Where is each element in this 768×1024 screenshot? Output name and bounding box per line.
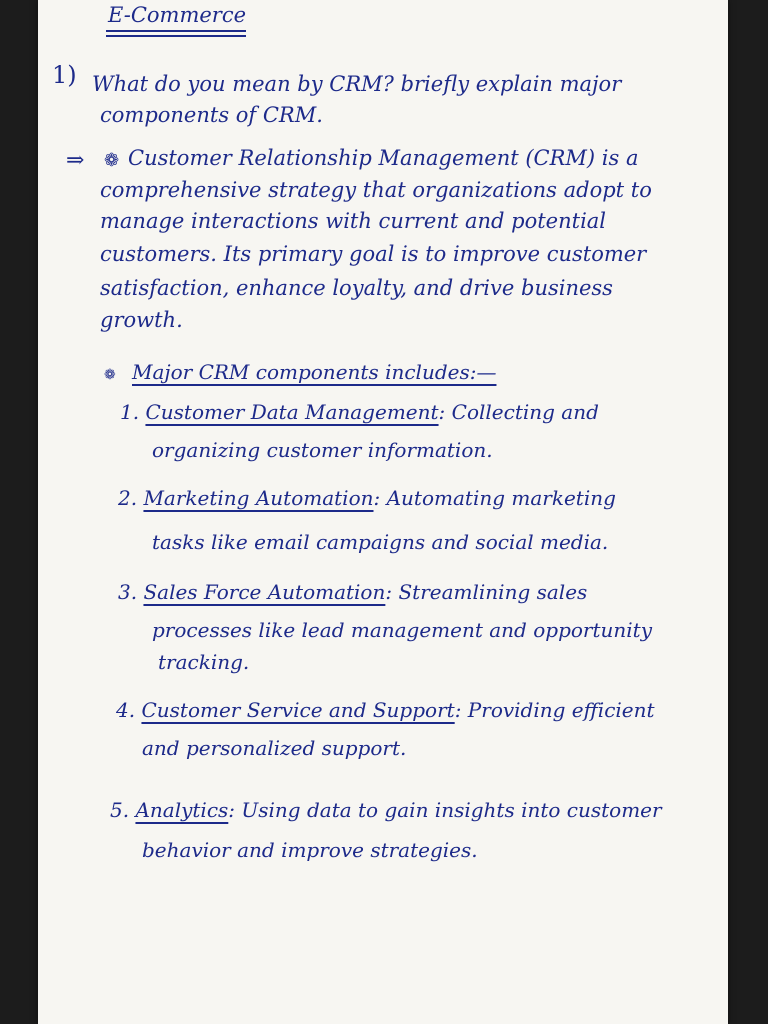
component-4-desc-cont: and personalized support. [142,736,407,760]
page-title: E-Commerce [108,3,247,27]
component-desc: Providing efficient [467,698,655,722]
component-separator: : [438,400,446,424]
component-separator: : [454,698,462,722]
component-item-4 [116,700,655,720]
answer-line-2: comprehensive strategy that organizations adopt to [100,178,652,202]
component-2-desc-cont: tasks like email campaigns and social media. [152,530,609,554]
component-number: 2. [118,486,138,510]
components-heading: Major CRM components includes:— [132,360,497,384]
component-name: Customer Data Management [145,400,439,424]
component-number: 1. [120,400,140,424]
component-number: 4. [116,698,136,722]
component-desc: Collecting and [451,400,599,424]
question-number: 1) [52,61,77,89]
answer-arrow-icon: ⇒ [66,148,85,173]
component-item-2 [118,488,616,508]
component-separator: : [385,580,393,604]
component-3-desc-cont-1: processes like lead management and opportunity [152,618,652,642]
component-desc: Automating marketing [386,486,616,510]
component-item-1 [120,402,599,422]
question-line-2: components of CRM. [100,103,323,127]
title-underline [106,30,246,32]
answer-line-6: growth. [100,308,183,332]
component-desc: Streamlining sales [398,580,588,604]
component-separator: : [228,798,236,822]
component-desc: Using data to gain insights into customer [241,798,662,822]
answer-line-3: manage interactions with current and potential [100,209,607,233]
component-5-desc-cont: behavior and improve strategies. [142,838,478,862]
title-double-underline [106,35,246,37]
question-line-1: What do you mean by CRM? briefly explain major [92,72,622,96]
component-number: 3. [118,580,138,604]
answer-line-4: customers. Its primary goal is to improve customer [100,242,647,266]
component-1-desc-cont: organizing customer information. [152,438,493,462]
component-name: Customer Service and Support [141,698,455,722]
component-name: Analytics [135,798,229,822]
answer-line-5: satisfaction, enhance loyalty, and drive business [100,276,613,300]
component-name: Sales Force Automation [143,580,386,604]
component-name: Marketing Automation [143,486,374,510]
answer-bullet-icon: ❁ [104,150,120,171]
component-number: 5. [110,798,130,822]
component-item-3 [118,582,587,602]
components-bullet-icon: ❁ [104,367,116,383]
answer-line-1: Customer Relationship Management (CRM) is a [128,146,639,170]
component-separator: : [373,486,381,510]
component-item-5 [110,800,662,820]
component-3-desc-cont-2: tracking. [158,650,250,674]
